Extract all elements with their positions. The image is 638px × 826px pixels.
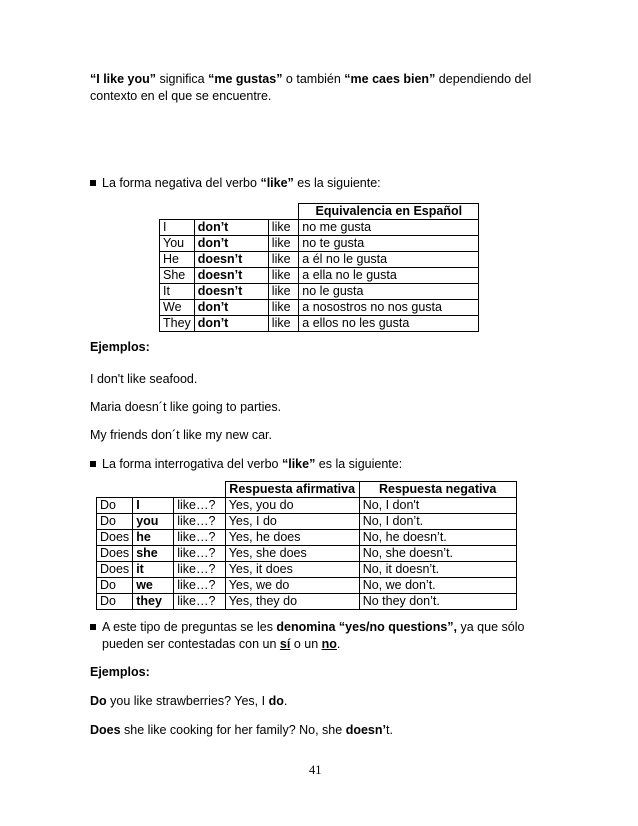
table-row: [97, 530, 517, 546]
example-text-end: t.: [385, 723, 393, 737]
yesno-text-2: ya que sólo: [457, 620, 525, 634]
example-text: she like cooking for her family? No, she: [120, 723, 346, 737]
cell-neg: No, I don't: [359, 498, 516, 514]
table-row: [97, 578, 517, 594]
cell-verb: like: [268, 252, 299, 268]
negative-bullet-text-end: es la siguiente:: [293, 176, 381, 190]
cell-es: a él no le gusta: [299, 252, 479, 268]
cell-subj: he: [133, 530, 174, 546]
table-row: [160, 268, 479, 284]
table-row: [160, 300, 479, 316]
yesno-text-4: o un: [290, 637, 322, 651]
cell-neg: No, I don’t.: [359, 514, 516, 530]
cell-verb: like…?: [174, 562, 226, 578]
table-row: [160, 284, 479, 300]
yesno-no: no: [321, 637, 337, 651]
table-header-row: [160, 204, 479, 220]
page-number: 41: [309, 763, 322, 777]
yesno-si: sí: [279, 637, 291, 651]
intro-quote-1: “I like you”: [90, 72, 156, 86]
cell-es: a nosostros no nos gusta: [299, 300, 479, 316]
cell-subj: We: [160, 300, 195, 316]
affirmative-header: Respuesta afirmativa: [225, 482, 359, 498]
cell-neg: No, he doesn’t.: [359, 530, 516, 546]
example-line: I don't like seafood.: [90, 372, 198, 386]
bullet-square-icon: [90, 461, 96, 467]
cell-subj: He: [160, 252, 195, 268]
cell-aux: don’t: [194, 316, 268, 332]
negative-bullet-text: La forma negativa del verbo: [102, 176, 261, 190]
cell-verb: like…?: [174, 514, 226, 530]
intro-quote-2: “me gustas”: [208, 72, 283, 86]
bullet-square-icon: [90, 180, 96, 186]
cell-aux: don’t: [194, 236, 268, 252]
example-answer: doesn’: [345, 723, 386, 737]
table-row: [160, 220, 479, 236]
cell-verb: like: [268, 316, 299, 332]
cell-verb: like: [268, 284, 299, 300]
cell-aux: Does: [97, 530, 133, 546]
example-line: Maria doesn´t like going to parties.: [90, 400, 282, 414]
cell-aux: doesn’t: [194, 252, 268, 268]
cell-subj: I: [133, 498, 174, 514]
cell-aff: Yes, we do: [225, 578, 359, 594]
cell-subj: You: [160, 236, 195, 252]
example-aux: Does: [90, 723, 121, 737]
example-aux: Do: [90, 694, 107, 708]
example-text-end: .: [283, 694, 288, 708]
cell-aff: Yes, he does: [225, 530, 359, 546]
cell-verb: like…?: [174, 546, 226, 562]
cell-aux: Does: [97, 562, 133, 578]
table-row: [160, 236, 479, 252]
cell-verb: like: [268, 300, 299, 316]
table-row: [97, 594, 517, 610]
cell-verb: like: [268, 268, 299, 284]
cell-aff: Yes, she does: [225, 546, 359, 562]
cell-subj: They: [160, 316, 195, 332]
cell-neg: No they don’t.: [359, 594, 516, 610]
interrogative-bullet-verb: “like”: [281, 457, 316, 471]
table-row: [97, 498, 517, 514]
table-row: [97, 514, 517, 530]
yesno-text-5: .: [336, 637, 341, 651]
examples-heading-2: Ejemplos:: [90, 665, 150, 679]
cell-aff: Yes, I do: [225, 514, 359, 530]
intro-paragraph: [90, 71, 550, 105]
cell-es: a ellos no les gusta: [299, 316, 479, 332]
table-row: [160, 316, 479, 332]
examples-heading-1: Ejemplos:: [90, 340, 150, 354]
cell-neg: No, it doesn’t.: [359, 562, 516, 578]
intro-text-2: o también: [282, 72, 345, 86]
cell-aux: don’t: [194, 300, 268, 316]
table-row: [97, 562, 517, 578]
equivalence-header: Equivalencia en Español: [299, 204, 479, 220]
table-header-row: [97, 482, 517, 498]
cell-verb: like…?: [174, 578, 226, 594]
cell-subj: you: [133, 514, 174, 530]
cell-subj: She: [160, 268, 195, 284]
cell-subj: I: [160, 220, 195, 236]
interrogative-bullet-text: La forma interrogativa del verbo: [102, 457, 282, 471]
negative-bullet-verb: “like”: [260, 176, 294, 190]
cell-aff: Yes, they do: [225, 594, 359, 610]
cell-subj: It: [160, 284, 195, 300]
cell-es: no me gusta: [299, 220, 479, 236]
cell-aux: doesn’t: [194, 268, 268, 284]
cell-aux: Do: [97, 514, 133, 530]
intro-text-3: dependiendo del contexto en el que se encuentre.: [90, 72, 532, 103]
cell-es: no te gusta: [299, 236, 479, 252]
table-row: [97, 546, 517, 562]
cell-es: a ella no le gusta: [299, 268, 479, 284]
cell-verb: like: [268, 236, 299, 252]
cell-verb: like…?: [174, 498, 226, 514]
interrogative-bullet-text-end: es la siguiente:: [315, 457, 403, 471]
yesno-term: denomina “yes/no questions”,: [276, 620, 458, 634]
cell-aff: Yes, it does: [225, 562, 359, 578]
negative-header: Respuesta negativa: [359, 482, 516, 498]
cell-aux: doesn’t: [194, 284, 268, 300]
example-question-1: [90, 694, 287, 708]
cell-neg: No, she doesn’t.: [359, 546, 516, 562]
cell-subj: we: [133, 578, 174, 594]
yesno-text-3: pueden ser contestadas con un: [102, 637, 280, 651]
cell-verb: like: [268, 220, 299, 236]
cell-aux: Does: [97, 546, 133, 562]
intro-text-1: significa: [156, 72, 209, 86]
intro-quote-3: “me caes bien”: [344, 72, 436, 86]
cell-aff: Yes, you do: [225, 498, 359, 514]
example-answer: do: [268, 694, 284, 708]
example-line: My friends don´t like my new car.: [90, 428, 273, 442]
cell-verb: like…?: [174, 594, 226, 610]
bullet-square-icon: [90, 624, 96, 630]
cell-subj: she: [133, 546, 174, 562]
cell-aux: Do: [97, 498, 133, 514]
negative-table: [159, 203, 479, 332]
cell-aux: don’t: [194, 220, 268, 236]
cell-subj: they: [133, 594, 174, 610]
cell-subj: it: [133, 562, 174, 578]
example-question-2: [90, 723, 393, 737]
cell-es: no le gusta: [299, 284, 479, 300]
cell-neg: No, we don’t.: [359, 578, 516, 594]
cell-aux: Do: [97, 594, 133, 610]
cell-verb: like…?: [174, 530, 226, 546]
table-row: [160, 252, 479, 268]
example-text: you like strawberries? Yes, I: [106, 694, 269, 708]
yesno-text-1: A este tipo de preguntas se les: [102, 620, 277, 634]
interrogative-table: [96, 481, 517, 610]
cell-aux: Do: [97, 578, 133, 594]
